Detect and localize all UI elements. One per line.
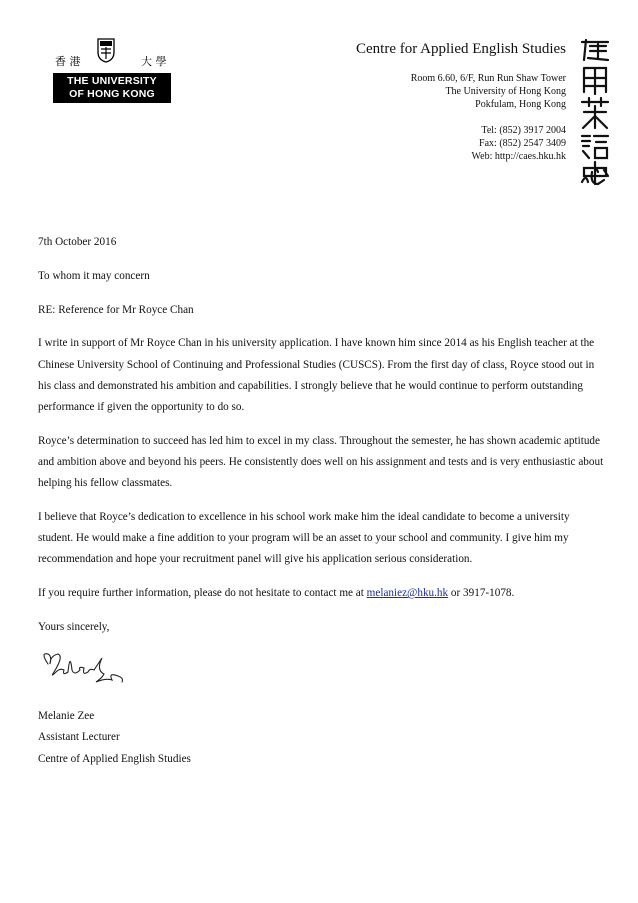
paragraph-4-prefix: If you require further information, please do not hesitate to contact me at (38, 587, 367, 600)
email-link[interactable]: melaniez@hku.hk (366, 587, 449, 600)
logo-chinese-right: 大 學 (141, 55, 167, 68)
web-line: Web: http://caes.hku.hk (471, 151, 566, 162)
paragraph-4-suffix: or 3917-1078. (448, 587, 515, 600)
paragraph-2: Royce’s determination to succeed has led him to excel in my class. Throughout the semester, he has shown academic aptitude and ambition above and beyond his peers. He consistently does well on his assignment and tests and is very enthusiastic about helping his fellow classmates. (38, 434, 604, 490)
letter-body (38, 232, 604, 770)
paragraph-4 (38, 583, 604, 604)
tel-line: Tel: (852) 3917 2004 (481, 125, 566, 136)
paragraph-1: I write in support of Mr Royce Chan in his university application. I have known him since 2014 as his English teacher at the Chinese University School of Continuing and Professional Studies (CUSCS). From the first day of class, Royce stood out in his class and demonstrated his ambition and capabilities. I strongly believe that he would continue to perform outstanding performance if given the opportunity to do so. (38, 337, 595, 413)
calligraphy-logo-icon (578, 36, 612, 186)
signature-image (38, 642, 128, 698)
department-name: Centre for Applied English Studies (356, 41, 566, 57)
signatory-organisation: Centre of Applied English Studies (38, 752, 191, 765)
address-line: The University of Hong Kong (445, 86, 566, 97)
address-line: Room 6.60, 6/F, Run Run Shaw Tower (410, 73, 566, 84)
address-line: Pokfulam, Hong Kong (475, 99, 566, 110)
paragraph-3: I believe that Royce’s dedication to excellence in his school work make him the ideal candidate to become a university student. He would make a fine addition to your program will be an asset to your school and community. I give him my recommendation and hope your recruitment panel will give his application serious consideration. (38, 511, 570, 566)
logo-line-2: OF HONG KONG (69, 88, 155, 100)
signatory-title: Assistant Lecturer (38, 731, 120, 744)
letter-date: 7th October 2016 (38, 236, 117, 248)
signatory-name: Melanie Zee (38, 710, 95, 723)
crest-icon (97, 37, 115, 63)
logo-line-1: THE UNIVERSITY (67, 75, 157, 87)
letter-salutation: To whom it may concern (38, 269, 150, 282)
university-logo (53, 35, 173, 103)
letter-subject: RE: Reference for Mr Royce Chan (38, 303, 194, 316)
fax-line: Fax: (852) 2547 3409 (479, 138, 566, 149)
logo-wordmark (53, 73, 171, 103)
letterhead (246, 40, 566, 163)
closing: Yours sincerely, (38, 621, 110, 633)
logo-chinese-left: 香 港 (55, 55, 81, 68)
